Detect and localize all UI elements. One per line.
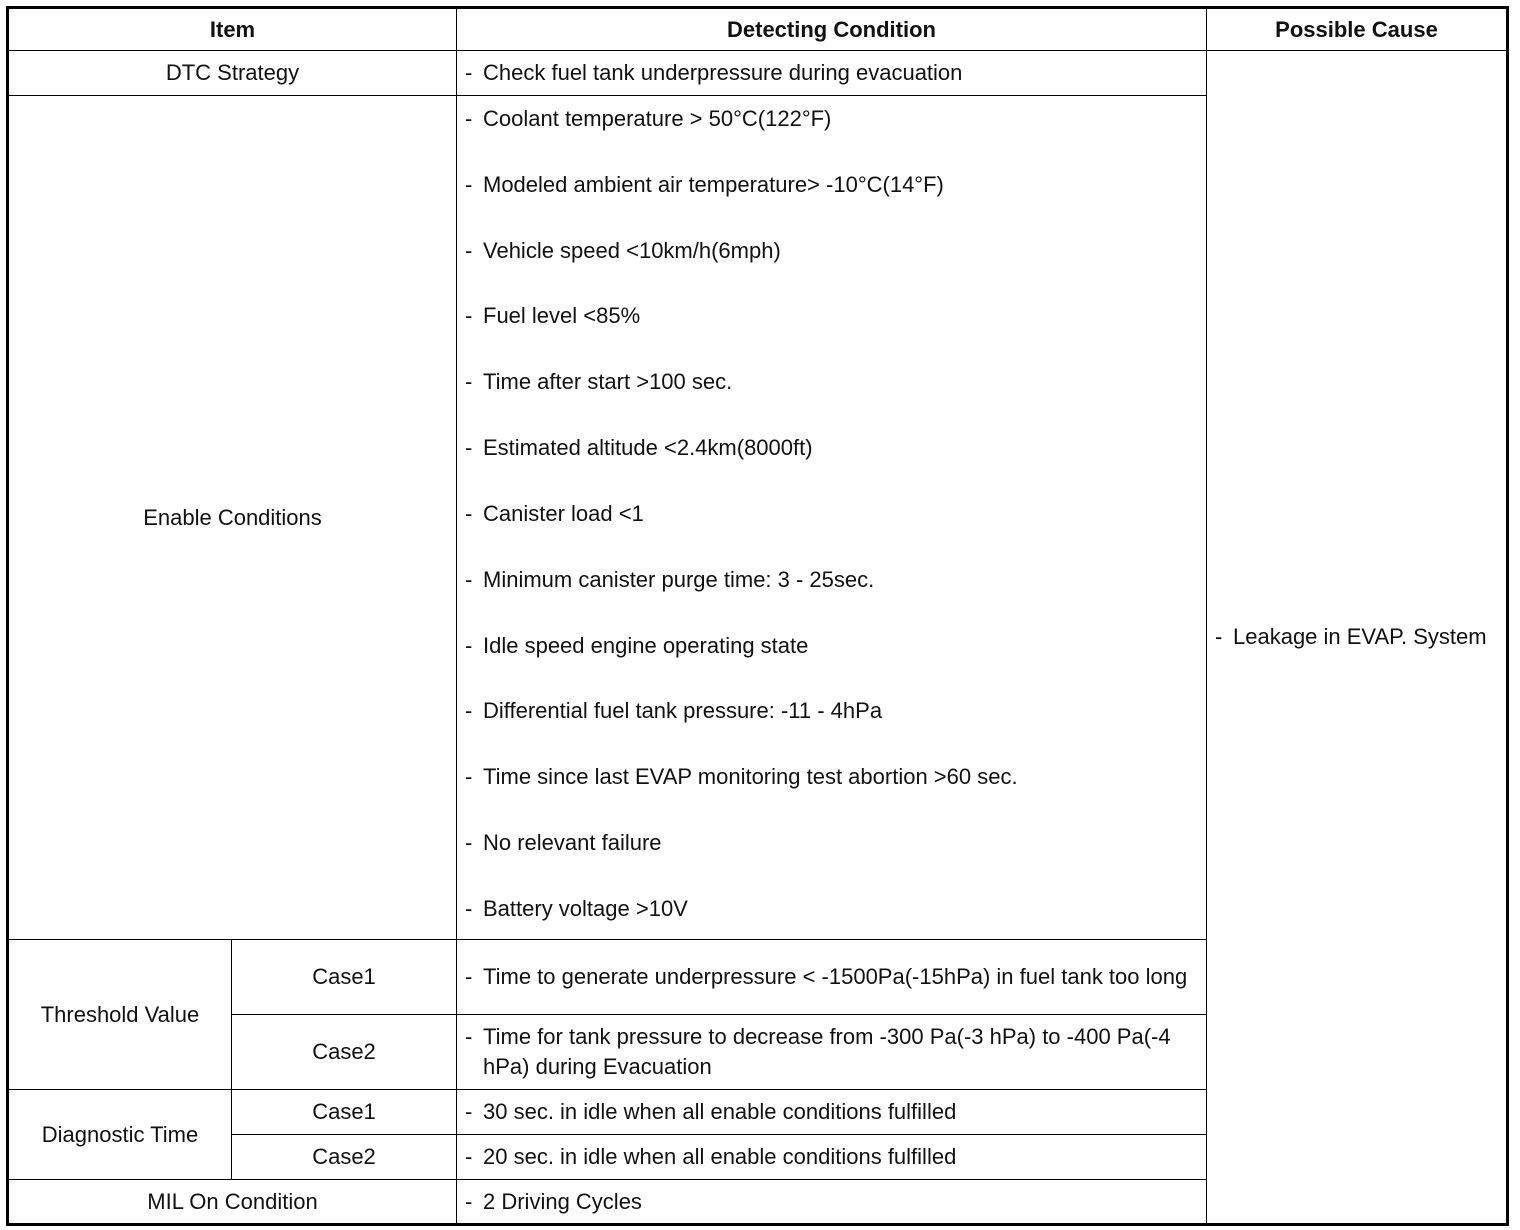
enable-condition-text: Idle speed engine operating state [483,632,809,658]
condition-text: Time for tank pressure to decrease from -300 Pa(-3 hPa) to -400 Pa(-4 hPa) during Evacuation [483,1024,1171,1079]
header-item: Item [8,8,457,51]
dash-marker: - [465,435,473,461]
enable-condition-item [465,433,1200,463]
header-possible-cause: Possible Cause [1207,8,1508,51]
enable-condition-item [465,104,1200,134]
dash-marker: - [465,171,473,197]
dash-marker: - [465,60,473,85]
enable-condition-text: Estimated altitude <2.4km(8000ft) [483,435,813,461]
dash-marker: - [465,1188,473,1214]
threshold-value-label: Threshold Value [8,940,232,1090]
possible-cause-text: Leakage in EVAP. System [1233,624,1487,649]
dash-marker: - [465,237,473,263]
enable-condition-text: Modeled ambient air temperature> -10°C(14°F) [483,171,944,197]
threshold-case1-condition [457,940,1207,1015]
dash-marker: - [465,1024,473,1049]
enable-condition-item [465,499,1200,529]
enable-condition-text: Time since last EVAP monitoring test abortion >60 sec. [483,764,1018,790]
dash-marker: - [465,106,473,131]
condition-text: Check fuel tank underpressure during evacuation [483,60,963,85]
enable-conditions-list-cell [457,96,1207,940]
dash-marker: - [465,632,473,658]
dtc-strategy-condition [457,51,1207,96]
diagnostic-case2-label: Case2 [232,1135,457,1180]
enable-condition-text: Time after start >100 sec. [483,369,733,395]
enable-condition-text: Vehicle speed <10km/h(6mph) [483,237,781,263]
enable-conditions-label: Enable Conditions [8,96,457,940]
dash-marker: - [465,698,473,724]
dtc-strategy-label: DTC Strategy [8,51,457,96]
diagnostic-time-label: Diagnostic Time [8,1090,232,1180]
dash-marker: - [465,895,473,921]
enable-conditions-list [465,96,1200,926]
mil-on-condition-value [457,1180,1207,1225]
enable-condition-text: Minimum canister purge time: 3 - 25sec. [483,566,875,592]
threshold-case2-condition [457,1015,1207,1090]
threshold-case2-label: Case2 [232,1015,457,1090]
header-detecting-condition: Detecting Condition [457,8,1207,51]
dash-marker: - [465,566,473,592]
enable-condition-text: Coolant temperature > 50°C(122°F) [483,106,832,131]
enable-condition-item [465,565,1200,595]
dash-marker: - [1215,624,1223,649]
dash-marker: - [465,1099,473,1124]
dash-marker: - [465,1144,473,1169]
enable-condition-text: Differential fuel tank pressure: -11 - 4hPa [483,698,883,724]
diagnostic-case1-label: Case1 [232,1090,457,1135]
dash-marker: - [465,369,473,395]
row-dtc-strategy [8,51,1508,96]
enable-condition-item [465,170,1200,200]
enable-condition-text: Battery voltage >10V [483,895,688,921]
threshold-case1-label: Case1 [232,940,457,1015]
diagnostic-case1-condition [457,1090,1207,1135]
enable-condition-text: No relevant failure [483,830,662,856]
enable-condition-item [465,236,1200,266]
diagnostic-case2-condition [457,1135,1207,1180]
condition-text: Time to generate underpressure < -1500Pa(-15hPa) in fuel tank too long [483,964,1188,989]
enable-condition-item [465,301,1200,331]
condition-text: 2 Driving Cycles [483,1188,642,1214]
enable-condition-item [465,696,1200,726]
possible-cause-cell [1207,51,1508,1225]
dash-marker: - [465,764,473,790]
enable-condition-text: Canister load <1 [483,500,644,526]
enable-condition-item [465,828,1200,858]
enable-condition-item [465,631,1200,661]
condition-text: 30 sec. in idle when all enable conditions fulfilled [483,1099,957,1124]
enable-condition-item [465,894,1200,924]
dash-marker: - [465,964,473,989]
enable-condition-text: Fuel level <85% [483,303,641,329]
mil-on-condition-label: MIL On Condition [8,1180,457,1225]
header-row [8,8,1508,51]
dash-marker: - [465,830,473,856]
condition-text: 20 sec. in idle when all enable conditions fulfilled [483,1144,957,1169]
dtc-table [6,6,1509,1226]
enable-condition-item [465,762,1200,792]
enable-condition-item [465,367,1200,397]
dash-marker: - [465,500,473,526]
dash-marker: - [465,303,473,329]
